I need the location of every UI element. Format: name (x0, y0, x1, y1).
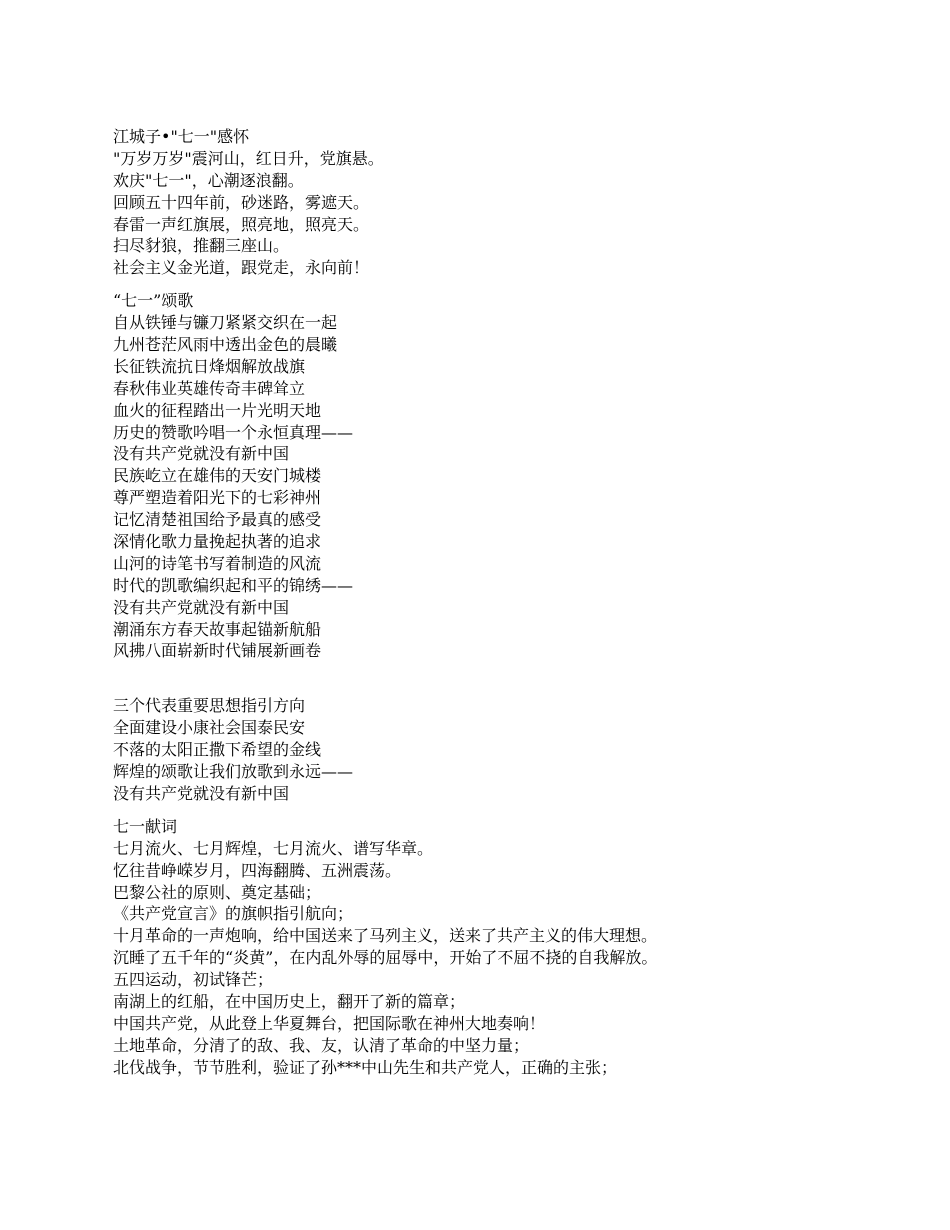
poem-line: 三个代表重要思想指引方向 (113, 696, 306, 716)
poem-line: 欢庆"七一"，心潮逐浪翻。 (113, 170, 304, 190)
section-spacer (113, 279, 913, 290)
poem-line: 春雷一声红旗展，照亮地，照亮天。 (113, 214, 370, 234)
poem-line: 春秋伟业英雄传奇丰碑耸立 (113, 378, 306, 398)
poem-line: 中国共产党，从此登上华夏舞台，把国际歌在神州大地奏响！ (113, 1013, 546, 1033)
poem-line: 不落的太阳正撒下希望的金线 (113, 740, 322, 760)
poem-line: 记忆清楚祖国给予最真的感受 (113, 510, 322, 530)
poem-line: 沉睡了五千年的“炎黄”，在内乱外辱的屈辱中，开始了不屈不挠的自我解放。 (113, 948, 658, 968)
poem-line: 自从铁锤与镰刀紧紧交织在一起 (113, 313, 338, 333)
poem-line: 没有共产党就没有新中国 (113, 783, 290, 803)
poem-line: 尊严塑造着阳光下的七彩神州 (113, 488, 322, 508)
poem-line: 没有共产党就没有新中国 (113, 444, 290, 464)
poem-line: 回顾五十四年前，砂迷路，雾遮天。 (113, 192, 370, 212)
poem-qiyi-songge-continued (113, 695, 913, 804)
poem-line: 潮涌东方春天故事起锚新航船 (113, 619, 322, 639)
poem-line: 南湖上的红船，在中国历史上，翻开了新的篇章； (113, 991, 466, 1011)
poem-jiangchengzi (113, 126, 913, 279)
poem-line: 巴黎公社的原则、奠定基础； (113, 882, 322, 902)
poem-line: 五四运动，初试锋芒； (113, 970, 274, 990)
poem-line: 社会主义金光道，跟党走，永向前！ (113, 258, 370, 278)
document-page (113, 126, 913, 1079)
poem-line: 九州苍茫风雨中透出金色的晨曦 (113, 335, 338, 355)
poem-qiyi-xianci (113, 816, 913, 1079)
poem-line: 《共产党宣言》的旗帜指引航向； (113, 904, 354, 924)
poem-line: 辉煌的颂歌让我们放歌到永远—— (113, 762, 354, 782)
poem-line: 全面建设小康社会国泰民安 (113, 718, 306, 738)
poem-title: “七一”颂歌 (113, 291, 194, 311)
poem-line: 没有共产党就没有新中国 (113, 597, 290, 617)
poem-line: 民族屹立在雄伟的天安门城楼 (113, 466, 322, 486)
poem-line: 血火的征程踏出一片光明天地 (113, 400, 322, 420)
poem-line: 扫尽豺狼，推翻三座山。 (113, 236, 290, 256)
poem-line: 长征铁流抗日烽烟解放战旗 (113, 356, 306, 376)
poem-line: 山河的诗笔书写着制造的风流 (113, 553, 322, 573)
poem-title: 七一献词 (113, 816, 178, 836)
poem-line: 十月革命的一声炮响，给中国送来了马列主义，送来了共产主义的伟大理想。 (113, 926, 658, 946)
poem-line: "万岁万岁"震河山，红日升，党旗悬。 (113, 148, 384, 168)
poem-line: 风拂八面崭新时代铺展新画卷 (113, 641, 322, 661)
section-spacer (113, 662, 913, 695)
poem-line: 时代的凯歌编织起和平的锦绣—— (113, 575, 354, 595)
poem-line: 土地革命，分清了的敌、我、友，认清了革命的中坚力量； (113, 1035, 530, 1055)
poem-line: 忆往昔峥嵘岁月，四海翻腾、五洲震荡。 (113, 860, 402, 880)
poem-title: 江城子•"七一"感怀 (113, 127, 250, 146)
poem-line: 深情化歌力量挽起执著的追求 (113, 532, 322, 552)
poem-line: 七月流火、七月辉煌，七月流火、谱写华章。 (113, 838, 434, 858)
poem-qiyi-songge (113, 290, 913, 662)
poem-line: 历史的赞歌吟唱一个永恒真理—— (113, 422, 354, 442)
poem-line: 北伐战争，节节胜利，验证了孙***中山先生和共产党人，正确的主张； (113, 1057, 618, 1077)
section-spacer (113, 805, 913, 816)
